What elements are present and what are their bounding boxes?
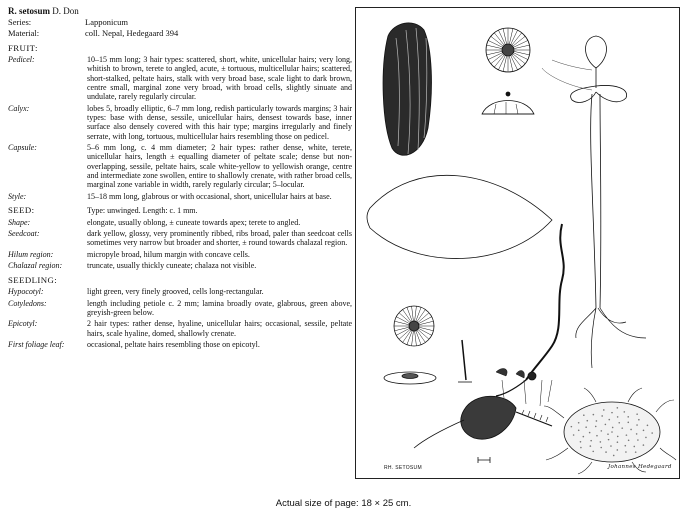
calyx-label: Calyx: (8, 103, 30, 113)
fruit-row-style (8, 192, 352, 201)
seedling-row-hypocotyl (8, 287, 352, 296)
seed-drawing (383, 23, 431, 155)
seedling-row-epicotyl (8, 319, 352, 338)
hair-drawing (458, 340, 472, 382)
first-leaf-label: First foliage leaf: (8, 339, 65, 349)
series-row (8, 17, 352, 28)
scale-bar (478, 457, 490, 463)
seedling-drawing (542, 36, 646, 368)
seed-type-text: Type: unwinged. Length: c. 1 mm. (87, 206, 198, 216)
shape-label: Shape: (8, 217, 31, 227)
capsule-text: 5–6 mm long, c. 4 mm diameter; 2 hair types: rather dense, white, terete, unicellular hairs, length ± equalling diameter of peltate scale; dense but non-overlapping, sessile, peltate hairs, scale white-yellow to yellowish orange, centre and intermediate zone swollen, entire to shallowly crenate, with rather broad cells, marginal zone variable in width, rarely regularly circular; 5–locular. (87, 143, 352, 190)
seedling-row-first-leaf (8, 340, 352, 349)
scale-side-view (482, 92, 534, 114)
scale-top-view-2 (394, 306, 434, 346)
species-authority: D. Don (52, 6, 79, 16)
seed-row-hilum (8, 250, 352, 259)
page-size-caption: Actual size of page: 18 × 25 cm. (275, 498, 412, 509)
shape-text: elongate, usually oblong, ± cuneate towards apex; terete to angled. (87, 217, 301, 227)
hilum-label: Hilum region: (8, 249, 54, 259)
calyx-text: lobes 5, broadly elliptic, 6–7 mm long, redish particularly towards margins; 3 hair types: base with dense, sessile, unicellular hairs, densest towards base, inner surface also densely covered with this hair type; margins irregularly and finely serrate, with long, tortuous, multicellular hairs resembling those on pedicel. (87, 103, 352, 141)
seed-type-row (8, 206, 352, 215)
seedcoat-label: Seedcoat: (8, 228, 40, 238)
leaf-outline (367, 175, 552, 258)
fruit-calyx-drawing (414, 396, 552, 448)
capsule-label: Capsule: (8, 143, 37, 153)
flat-scale (384, 372, 436, 384)
material-value: coll. Nepal, Hedegaard 394 (85, 27, 179, 38)
seed-heading: SEED: (8, 205, 35, 216)
hypocotyl-label: Hypocotyl: (8, 287, 44, 297)
first-leaf-text: occasional, peltate hairs resembling those on epicotyl. (87, 339, 260, 349)
style-label: Style: (8, 191, 27, 201)
hilum-text: micropyle broad, hilum margin with concave cells. (87, 249, 250, 259)
cotyledons-label: Cotyledons: (8, 298, 47, 308)
hypocotyl-text: light green, very finely grooved, cells long-rectangular. (87, 287, 264, 297)
seedling-heading: SEEDLING: (8, 275, 58, 286)
series-label: Series: (8, 17, 32, 27)
pedicel-text: 10–15 mm long; 3 hair types: scattered, short, white, unicellular hairs; very long, whitish to brown, terete to angled, acute, ± tortuous, multicellular hairs; scattered, short-stalked, peltate hairs, stalk with very broad base, scale light to dark brown, centre small, marginal zone very broad, with broad cells, slightly sinuate and undulate, rarely regularly circular. (87, 55, 352, 102)
epicotyl-text: 2 hair types: rather dense, hyaline, unicellular hairs; occasional, sessile, peltate hairs, scale hyaline, domed, shallowly crenate. (87, 319, 352, 338)
species-title (8, 6, 352, 17)
seed-row-chalazal (8, 261, 352, 270)
material-label: Material: (8, 27, 40, 38)
pedicel-label: Pedicel: (8, 55, 35, 64)
seed-row-seedcoat (8, 229, 352, 248)
species-name: R. setosum (8, 6, 50, 16)
plate-label: RH. SETOSUM (384, 465, 422, 471)
scale-top-view (486, 28, 530, 72)
seedcoat-text: dark yellow, glossy, very prominently ribbed, ribs broad, paler than seedcoat cells sometimes very narrow but broader and shorter, ± round towards chalazal region. (87, 228, 352, 248)
chalazal-text: truncate, usually thickly cuneate; chalaza not visible. (87, 260, 257, 270)
magnified-surface (544, 388, 676, 474)
botanical-drawings (356, 8, 679, 478)
seed-row-shape (8, 218, 352, 227)
series-value: Lapponicum (85, 17, 128, 27)
illustration-plate (355, 7, 680, 479)
material-row (8, 28, 352, 39)
artist-signature: Johannes Hedegaard (608, 464, 672, 470)
chalazal-label: Chalazal region: (8, 260, 63, 270)
epicotyl-label: Epicotyl: (8, 319, 38, 329)
fruit-row-pedicel (8, 55, 352, 102)
seedling-row-cotyledons (8, 299, 352, 318)
description-column (8, 6, 352, 349)
fruit-row-capsule (8, 143, 352, 190)
style-text: 15–18 mm long, glabrous or with occasional, short, unicellular hairs at base. (87, 191, 332, 201)
cotyledons-text: length including petiole c. 2 mm; lamina broadly ovate, glabrous, green above, greyish-green below. (87, 298, 352, 317)
fruit-row-calyx (8, 104, 352, 141)
fruit-heading: FRUIT: (8, 43, 38, 53)
